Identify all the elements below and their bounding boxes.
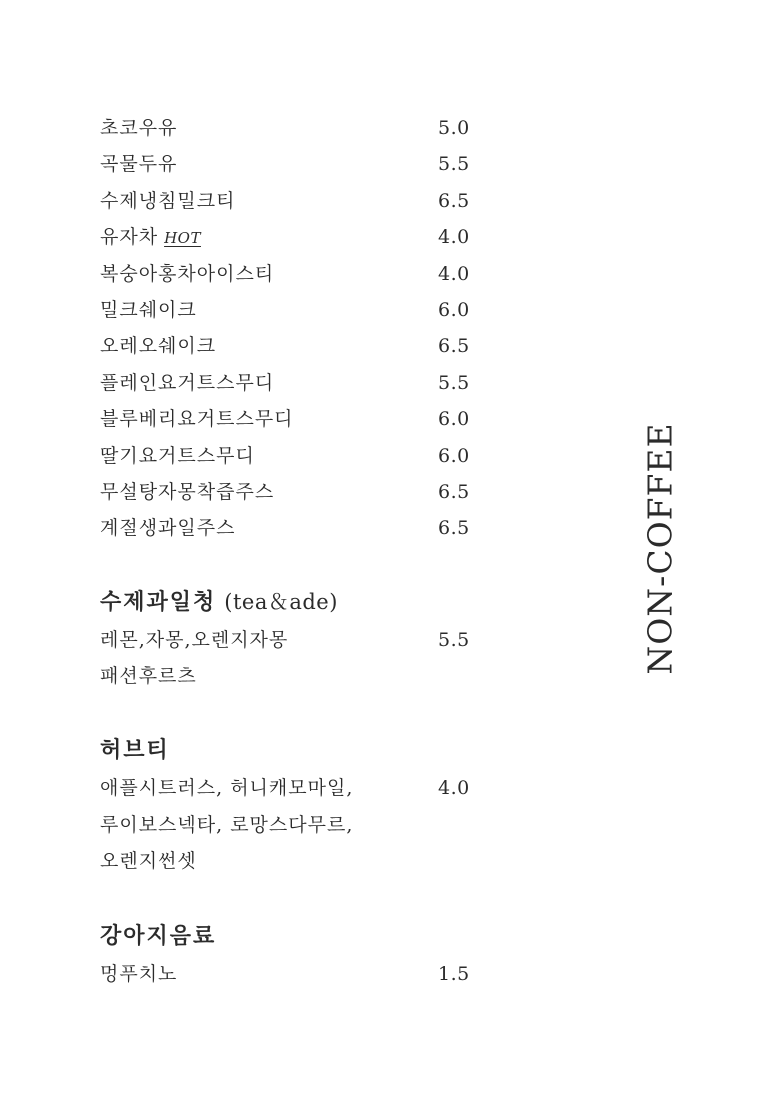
item-name: 복숭아홍차아이스티 [100,262,275,285]
menu-item [100,474,480,510]
fruit-section-title [100,582,480,622]
item-name: 무설탕자몽착즙주스 [100,480,275,503]
item-price: 6.0 [438,408,470,431]
item-name: 블루베리요거트스무디 [100,408,294,431]
hot-tag: HOT [164,229,201,248]
menu-item [100,183,480,219]
menu-item [100,622,480,658]
section-title-text: 허브티 [100,737,170,764]
item-price: 6.5 [438,335,470,358]
item-name: 계절생과일주스 [100,517,236,540]
menu-item [100,843,480,879]
menu-item [100,510,480,546]
menu-item [100,256,480,292]
section-subtitle: (tea＆ade) [224,589,338,614]
menu-item [100,292,480,328]
category-label-text: NON-COFFEE [640,421,680,675]
item-price: 4.0 [438,262,470,285]
item-price: 5.5 [438,628,470,651]
section-spacer [100,880,480,916]
item-name: 루이보스넥타, 로망스다무르, [100,813,354,836]
menu-item [100,365,480,401]
menu-item [100,328,480,364]
item-name: 수제냉침밀크티 [100,189,236,212]
menu-item [100,807,480,843]
section-spacer [100,547,480,582]
menu-item [100,956,480,992]
item-name: 곡물두유 [100,153,178,176]
item-price: 6.0 [438,444,470,467]
menu-item [100,401,480,437]
dog-section-title [100,916,480,956]
section-title-text: 강아지음료 [100,922,217,949]
menu-item [100,770,480,806]
section-spacer [100,694,480,730]
item-price: 4.0 [438,226,470,249]
item-price: 5.5 [438,371,470,394]
item-name: 오렌지썬셋 [100,850,197,873]
menu-item [100,110,480,146]
item-name: 오레오쉐이크 [100,335,217,358]
item-name: 레몬,자몽,오렌지자몽 [100,628,289,651]
menu-item [100,658,480,694]
item-name: 유자차 [100,226,159,249]
item-price: 1.5 [438,962,470,985]
herb-section-title [100,730,480,770]
item-name: 애플시트러스, 허니캐모마일, [100,777,354,800]
item-price: 6.5 [438,189,470,212]
item-price: 6.5 [438,480,470,503]
menu-item [100,146,480,182]
item-name-wrap [100,219,201,256]
item-price: 5.5 [438,153,470,176]
item-price: 5.0 [438,117,470,139]
item-price: 4.0 [438,777,470,800]
item-name: 패션후르츠 [100,665,197,688]
item-name: 플레인요거트스무디 [100,371,275,394]
item-price: 6.0 [438,298,470,321]
category-side-label [640,423,680,673]
item-name: 딸기요거트스무디 [100,444,255,467]
menu-item [100,219,480,255]
section-title-text: 수제과일청 [100,588,217,615]
menu-list [100,110,480,992]
item-name: 초코우유 [100,117,178,139]
item-price: 6.5 [438,517,470,540]
menu-item [100,438,480,474]
item-name: 밀크쉐이크 [100,298,197,321]
item-name: 멍푸치노 [100,962,178,985]
